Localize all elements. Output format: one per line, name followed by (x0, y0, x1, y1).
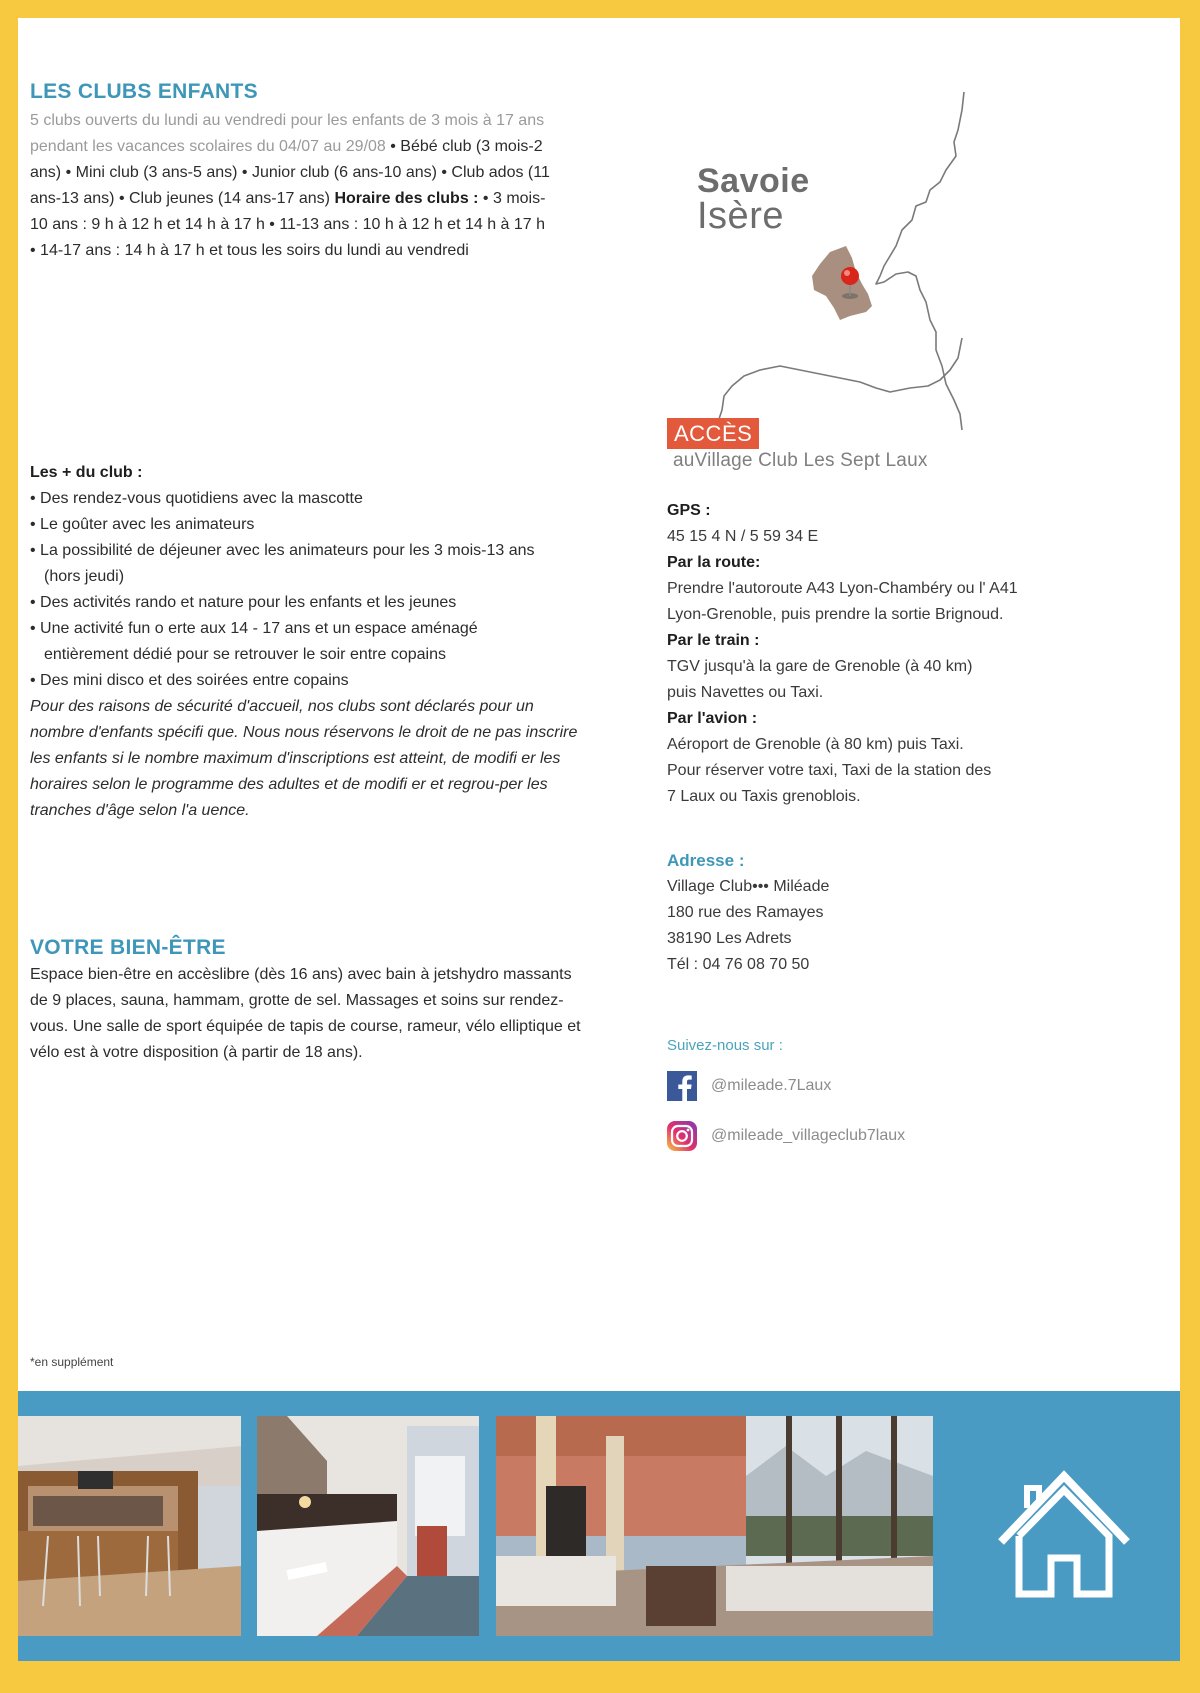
clubs-enfants-title: LES CLUBS ENFANTS (30, 80, 258, 103)
savoie-isere-map (640, 70, 1000, 430)
plus-du-club-list (30, 486, 590, 694)
bien-etre-title: VOTRE BIEN-ÊTRE (30, 936, 226, 959)
acces-badge: ACCÈS (667, 418, 759, 449)
bien-etre-text: Espace bien-être en accèslibre (dès 16 ans) avec bain à jetshydro massants de 9 places, sauna, hammam, grotte de sel. Massages et soins sur rendez-vous. Une salle de sport équipée de tapis de course, rameur, vélo elliptique et vélo est à votre disposition (à partir de 18 ans). (30, 966, 581, 1061)
avion-line: Aéroport de Grenoble (à 80 km) puis Taxi. (667, 736, 964, 753)
avion-label: Par l'avion : (667, 710, 758, 727)
acces-subtitle: auVillage Club Les Sept Laux (673, 450, 928, 471)
list-item: • Des activités rando et nature pour les enfants et les jeunes (30, 590, 470, 616)
instagram-handle: @mileade_villageclub7laux (711, 1127, 906, 1144)
social-label: Suivez-nous sur : (667, 1037, 783, 1054)
route-label: Par la route: (667, 554, 761, 571)
home-icon (995, 1470, 1133, 1600)
address-label: Adresse : (667, 851, 745, 870)
restaurant-photo (496, 1416, 933, 1636)
list-item: • Une activité fun o erte aux 14 - 17 ans et un espace aménagé entièrement dédié pour se retrouver le soir entre copains (30, 616, 540, 668)
clubs-enfants-section (30, 80, 550, 264)
social-block (667, 1036, 1067, 1154)
gps-value: 45 15 4 N / 5 59 34 E (667, 528, 819, 545)
train-line: puis Navettes ou Taxi. (667, 684, 824, 701)
map-label-savoie: Savoie (697, 162, 810, 200)
plus-du-club-section (30, 460, 590, 824)
avion-line: Pour réserver votre taxi, Taxi de la station des (667, 762, 992, 779)
route-line: Lyon-Grenoble, puis prendre la sortie Brignoud. (667, 606, 1004, 623)
phone-number: Tél : 04 76 08 70 50 (667, 956, 810, 973)
clubs-intro: 5 clubs ouverts du lundi au vendredi pour les enfants de 3 mois à 17 ans pendant les vacances scolaires du 04/07 au 29/08 (30, 112, 545, 155)
room-photo (257, 1416, 479, 1636)
instagram-icon (667, 1121, 697, 1151)
clubs-disclaimer: Pour des raisons de sécurité d'accueil, nos clubs sont déclarés pour un nombre d'enfants spécifi que. Nous nous réservons le droit de ne pas inscrire les enfants si le nombre maximum d'inscriptions est atteint, de modifi er les horaires selon le programme des adultes et de modifi er et regrou-per les tranches d'âge selon l'a uence. (30, 698, 578, 819)
schedule-label: Horaire des clubs : (334, 190, 479, 207)
location-pin-icon (841, 267, 859, 285)
instagram-link[interactable] (667, 1118, 1067, 1154)
address-block (667, 848, 1067, 978)
facebook-handle: @mileade.7Laux (711, 1077, 832, 1094)
clubs-list: • Bébé club (3 mois-2 ans) • Mini club (3 ans-5 ans) • Junior club (6 ans-10 ans) • Club ados (11 ans-13 ans) • Club jeunes (14 ans-17 ans) (30, 138, 550, 207)
schedule-text: • 3 mois-10 ans : 9 h à 12 h et 14 h à 17 h • 11-13 ans : 10 h à 12 h et 14 h à 17 h • 14-17 ans : 14 h à 17 h et tous les soirs du lundi au vendredi (30, 190, 546, 259)
bien-etre-section (30, 936, 590, 1066)
border-outline (876, 92, 964, 430)
list-item: • Le goûter avec les animateurs (30, 512, 590, 538)
address-line: Village Club••• Miléade (667, 878, 830, 895)
list-item: • Des mini disco et des soirées entre copains (30, 668, 590, 694)
border-outline-south (718, 338, 962, 422)
bar-photo (18, 1416, 241, 1636)
acces-info (667, 498, 1157, 810)
train-label: Par le train : (667, 632, 760, 649)
facebook-icon (667, 1071, 697, 1101)
gps-label: GPS : (667, 502, 711, 519)
address-line: 180 rue des Ramayes (667, 904, 824, 921)
address-line: 38190 Les Adrets (667, 930, 792, 947)
isere-region-shape (812, 246, 872, 320)
route-line: Prendre l'autoroute A43 Lyon-Chambéry ou l' A41 (667, 580, 1018, 597)
map-label-isere: Isère (697, 195, 784, 237)
footnote: *en supplément (30, 1355, 114, 1369)
avion-line: 7 Laux ou Taxis grenoblois. (667, 788, 861, 805)
list-item: • Des rendez-vous quotidiens avec la mascotte (30, 486, 590, 512)
train-line: TGV jusqu'à la gare de Grenoble (à 40 km) (667, 658, 973, 675)
facebook-link[interactable] (667, 1068, 1067, 1104)
clubs-enfants-text (30, 108, 550, 264)
plus-du-club-title: Les + du club : (30, 464, 143, 481)
list-item: • La possibilité de déjeuner avec les animateurs pour les 3 mois-13 ans (hors jeudi) (30, 538, 550, 590)
